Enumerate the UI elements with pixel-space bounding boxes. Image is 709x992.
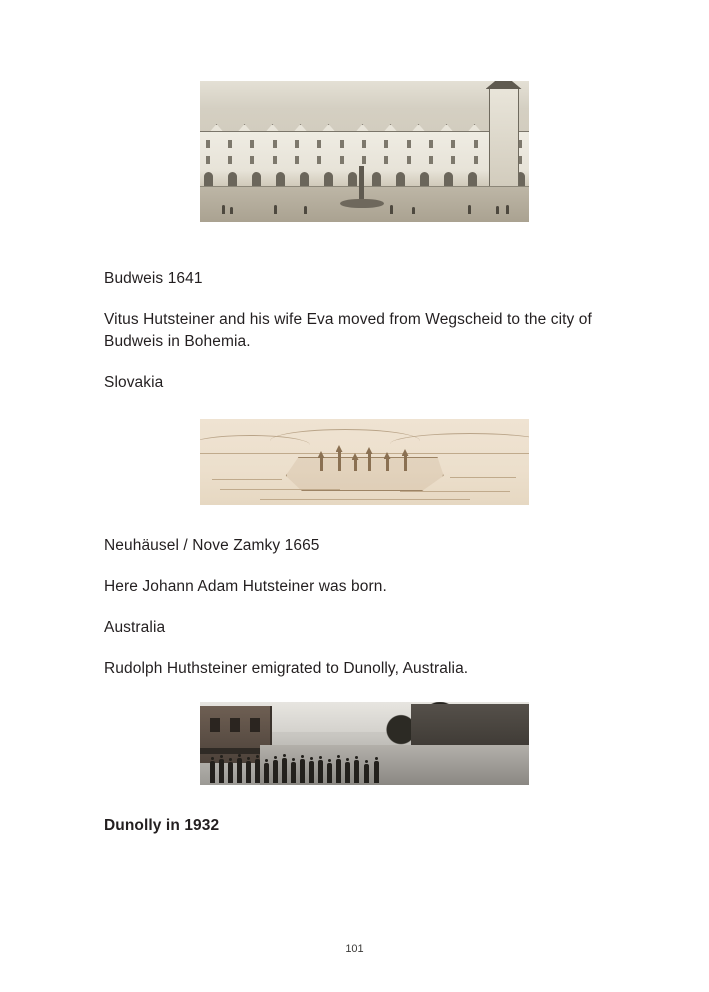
budweis-paragraph: Vitus Hutsteiner and his wife Eva moved from Wegscheid to the city of Budweis in Bohemia.: [104, 311, 592, 350]
neuhausel-drawing-figure: [200, 419, 529, 505]
page-number: 101: [345, 943, 364, 955]
neuhausel-heading: Neuhäusel / Nove Zamky 1665: [104, 537, 320, 554]
budweis-heading: Budweis 1641: [104, 270, 203, 287]
page-content: [104, 60, 624, 837]
australia-paragraph: Rudolph Huthsteiner emigrated to Dunolly, Australia.: [104, 660, 469, 677]
town-buildings: [310, 447, 422, 471]
photo-crowd: [208, 753, 388, 783]
budweis-engraving-figure: [200, 81, 529, 222]
slovakia-heading: Slovakia: [104, 374, 164, 391]
engraving-fountain: [340, 166, 384, 208]
neuhausel-paragraph: Here Johann Adam Hutsteiner was born.: [104, 578, 387, 595]
dunolly-caption: Dunolly in 1932: [104, 817, 220, 834]
australia-heading: Australia: [104, 619, 166, 636]
dunolly-photo-figure: [200, 702, 529, 785]
engraving-tower: [489, 87, 519, 188]
